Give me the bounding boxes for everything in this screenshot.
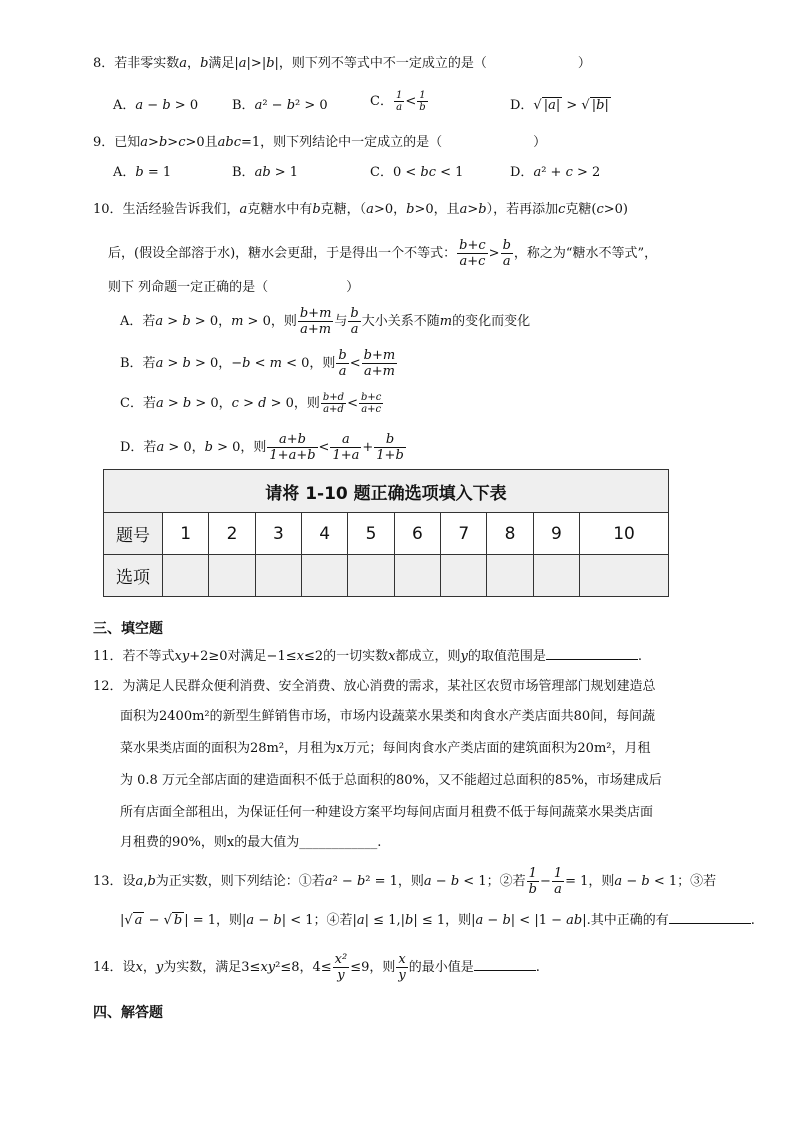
section4-title: 四、解答题 bbox=[93, 1005, 163, 1021]
q14: 14．设x，y为实数，满足3≤xy²≤8，4≤ $\frac{\text{x²}}{y}$ ≤9，则 $\frac{x}{y}$ 的最小值是 . bbox=[93, 952, 540, 983]
question-number: 4 bbox=[302, 513, 348, 555]
question-number: 1 bbox=[163, 513, 209, 555]
answer-table-title: 请将 1-10 题正确选项填入下表 bbox=[104, 470, 669, 513]
section3-title: 三、填空题 bbox=[93, 621, 163, 637]
q12-line: 所有店面全部租出，为保证任何一种建设方案平均每间店面月租费不低于每间蔬菜水果类店面 bbox=[120, 805, 654, 820]
q12-line: 面积为2400m²的新型生鲜销售市场，市场内设蔬菜水果类和肉食水产类店面共80间，每间蔬 bbox=[120, 709, 656, 724]
q12-line: 为 0.8 万元全部店面的建造面积不低于总面积的80%，又不能超过总面积的85%，市场建成后 bbox=[120, 773, 662, 788]
answer-cell[interactable] bbox=[580, 555, 669, 597]
q13-line1: 13．设a,b为正实数，则下列结论：①若a² − b² = 1，则a − b < 1；②若 $\frac{1}{b}$ − $\frac{1}{a}$ = 1，则a − b < 1；③若 bbox=[93, 866, 717, 897]
answer-cell[interactable] bbox=[163, 555, 209, 597]
q10-option-d: D．若a > 0，b > 0，则 $\frac{a+b}{1+a+b}$ < $\frac{a}{1+a}$ + $\frac{b}{1+b}$ bbox=[120, 432, 404, 463]
q12-line: 12．为满足人民群众便利消费、安全消费、放心消费的需求，某社区农贸市场管理部门规划建造总 bbox=[93, 679, 656, 694]
question-number: 5 bbox=[348, 513, 394, 555]
q13-line2: |√ a − √ b | = 1，则|a − b| < 1；④若|a| ≤ 1,|b| ≤ 1，则|a − b| < |1 − ab|.其中正确的有 . bbox=[120, 910, 755, 931]
answer-cell[interactable] bbox=[394, 555, 440, 597]
answer-cell[interactable] bbox=[209, 555, 255, 597]
answer-cell[interactable] bbox=[302, 555, 348, 597]
answer-cell[interactable] bbox=[487, 555, 533, 597]
answer-table bbox=[103, 469, 669, 597]
question-number: 8 bbox=[487, 513, 533, 555]
answer-cell[interactable] bbox=[348, 555, 394, 597]
q8-option-c: C． $\frac{1}{a}$ < $\frac{1}{b}$ bbox=[370, 90, 426, 113]
row-label-number: 题号 bbox=[104, 513, 163, 555]
q10-option-a: A．若a > b > 0，m > 0，则 $\frac{b+m}{a+m}$ 与 $\frac{b}{a}$ 大小关系不随m的变化而变化 bbox=[120, 306, 531, 337]
q9-option-b: B．ab > 1 bbox=[232, 165, 299, 180]
row-label-option: 选项 bbox=[104, 555, 163, 597]
question-number: 10 bbox=[580, 513, 669, 555]
q10-option-c: C．若a > b > 0，c > d > 0，则 $\frac{b+d}{a+d}$ < $\frac{b+c}{a+c}$ bbox=[120, 392, 382, 415]
q8-option-d: D．√ |a| > √ |b| bbox=[510, 98, 609, 113]
answer-cell[interactable] bbox=[255, 555, 301, 597]
question-number: 3 bbox=[255, 513, 301, 555]
question-number: 2 bbox=[209, 513, 255, 555]
q8-option-b: B．a² − b² > 0 bbox=[232, 98, 328, 113]
q9-option-d: D．a² + c > 2 bbox=[510, 165, 601, 180]
q10-option-b: B．若a > b > 0，−b < m < 0，则 $\frac{b}{a}$ < $\frac{b+m}{a+m}$ bbox=[120, 348, 396, 379]
q9-option-a: A．b = 1 bbox=[113, 165, 172, 180]
q9-stem: 9．已知a>b>c>0且abc=1，则下列结论中一定成立的是（ ） bbox=[93, 135, 547, 150]
question-number: 6 bbox=[394, 513, 440, 555]
answer-cell[interactable] bbox=[533, 555, 579, 597]
question-number: 9 bbox=[533, 513, 579, 555]
question-number: 7 bbox=[441, 513, 487, 555]
q10-line1: 10．生活经验告诉我们，a克糖水中有b克糖，（a>0，b>0，且a>b），若再添加c克糖(c>0) bbox=[93, 202, 629, 217]
q12-line: 菜水果类店面的面积为28m²，月租为x万元；每间肉食水产类店面的建筑面积为20m²，月租 bbox=[120, 741, 651, 756]
q11: 11．若不等式xy+2≥0对满足−1≤x≤2的一切实数x都成立，则y的取值范围是 . bbox=[93, 646, 642, 667]
q10-line2: 后，(假设全部溶于水)，糖水会更甜，于是得出一个不等式： $\frac{b+c}{a+c}$ > $\frac{b}{a}$ ，称之为“糖水不等式”， bbox=[108, 238, 658, 269]
q10-line3: 则下 列命题一定正确的是（ ） bbox=[108, 280, 360, 295]
q12-line: 月租费的90%，则x的最大值为____________. bbox=[120, 835, 382, 850]
q9-option-c: C．0 < bc < 1 bbox=[370, 165, 464, 180]
answer-cell[interactable] bbox=[441, 555, 487, 597]
q8-stem: 8．若非零实数a，b满足|a|>|b|，则下列不等式中不一定成立的是（ ） bbox=[93, 56, 591, 71]
q8-option-a: A．a − b > 0 bbox=[113, 98, 199, 113]
